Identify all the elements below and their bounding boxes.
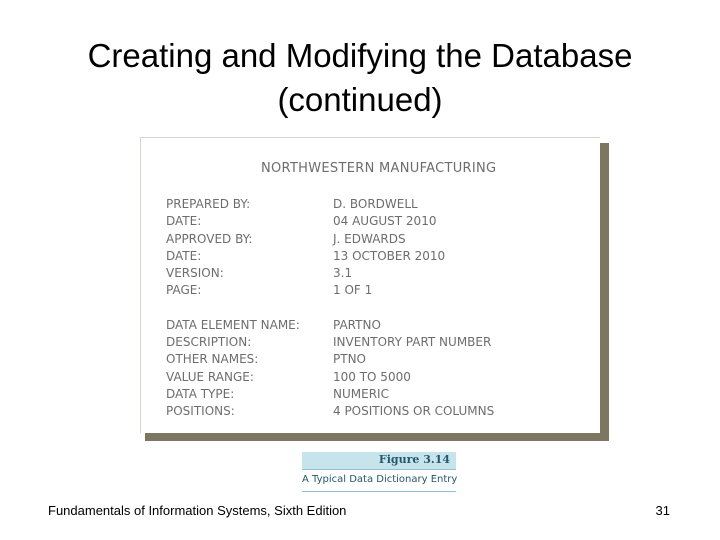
- figure-caption: A Typical Data Dictionary Entry: [302, 474, 458, 485]
- row-label: DATE:: [166, 214, 202, 229]
- row-label: DESCRIPTION:: [166, 335, 252, 350]
- row-value: 4 POSITIONS OR COLUMNS: [333, 404, 495, 419]
- figure-number-tag: [302, 452, 456, 470]
- row-value: 100 TO 5000: [333, 369, 411, 384]
- data-dictionary-figure: [140, 137, 600, 433]
- row-value: J. EDWARDS: [333, 231, 406, 246]
- row-value: 04 AUGUST 2010: [333, 214, 437, 229]
- row-label: PAGE:: [166, 283, 202, 298]
- row-value: INVENTORY PART NUMBER: [333, 335, 492, 350]
- row-value: PTNO: [333, 352, 366, 367]
- row-value: PARTNO: [333, 317, 381, 332]
- footer-book-title: Fundamentals of Information Systems, Sixth Edition: [48, 503, 347, 518]
- row-value: 1 OF 1: [333, 283, 373, 298]
- figure-heading: NORTHWESTERN MANUFACTURING: [261, 161, 497, 176]
- row-label: DATA TYPE:: [166, 386, 235, 401]
- row-label: PREPARED BY:: [166, 197, 251, 211]
- row-label: VALUE RANGE:: [166, 369, 254, 384]
- row-label: OTHER NAMES:: [166, 352, 259, 367]
- row-label: VERSION:: [166, 266, 224, 281]
- row-label: DATA ELEMENT NAME:: [166, 317, 300, 332]
- row-value: 3.1: [333, 266, 353, 281]
- row-value: D. BORDWELL: [333, 197, 418, 211]
- row-label: POSITIONS:: [166, 404, 235, 419]
- caption-divider: [302, 491, 456, 492]
- row-label: DATE:: [166, 248, 202, 263]
- row-label: APPROVED BY:: [166, 231, 253, 246]
- row-value: 13 OCTOBER 2010: [333, 248, 446, 263]
- slide-title-line2: (continued): [277, 81, 443, 118]
- slide-title: [0, 34, 720, 122]
- row-value: NUMERIC: [333, 386, 389, 401]
- slide-number: 31: [655, 503, 670, 518]
- slide-title-line1: Creating and Modifying the Database: [87, 37, 633, 74]
- figure-number: Figure 3.14: [378, 453, 450, 466]
